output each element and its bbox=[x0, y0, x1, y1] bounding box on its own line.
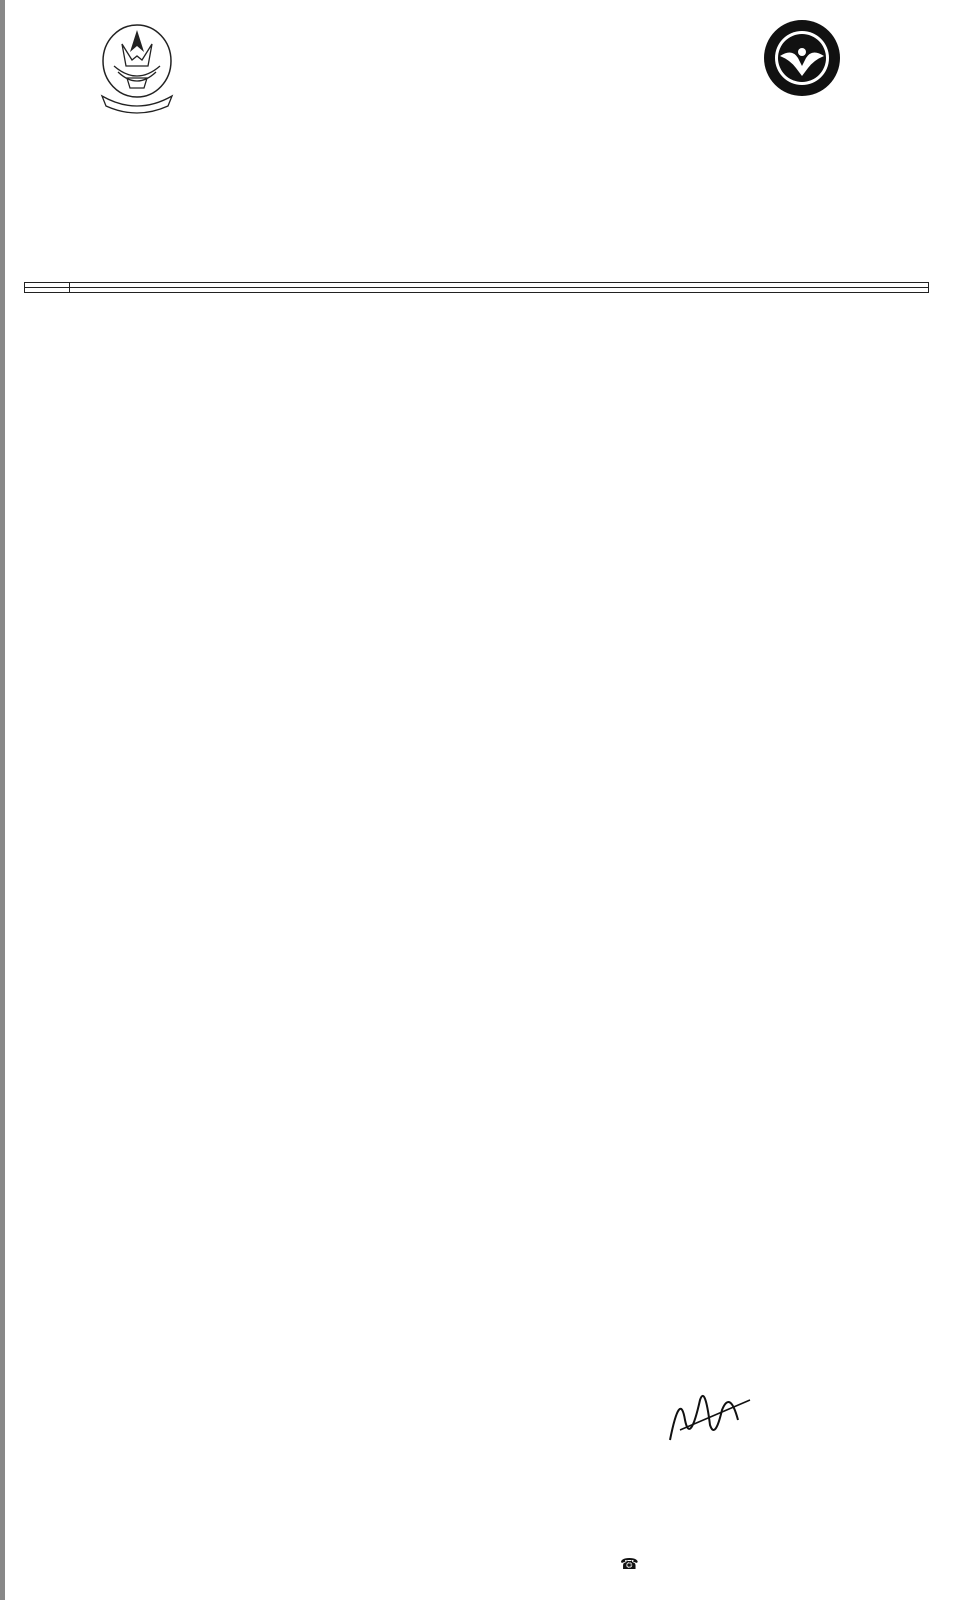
police-emblem-icon bbox=[92, 16, 182, 116]
terms-text bbox=[70, 288, 929, 293]
phone-number bbox=[620, 1555, 639, 1573]
phone-icon: ☎ bbox=[620, 1555, 639, 1573]
row-serial bbox=[25, 288, 70, 293]
signature-block bbox=[560, 1400, 940, 1446]
tender-info-table bbox=[24, 282, 929, 293]
table-row bbox=[25, 288, 929, 293]
special-branch-logo-icon bbox=[762, 18, 842, 98]
scan-edge bbox=[0, 0, 5, 1600]
